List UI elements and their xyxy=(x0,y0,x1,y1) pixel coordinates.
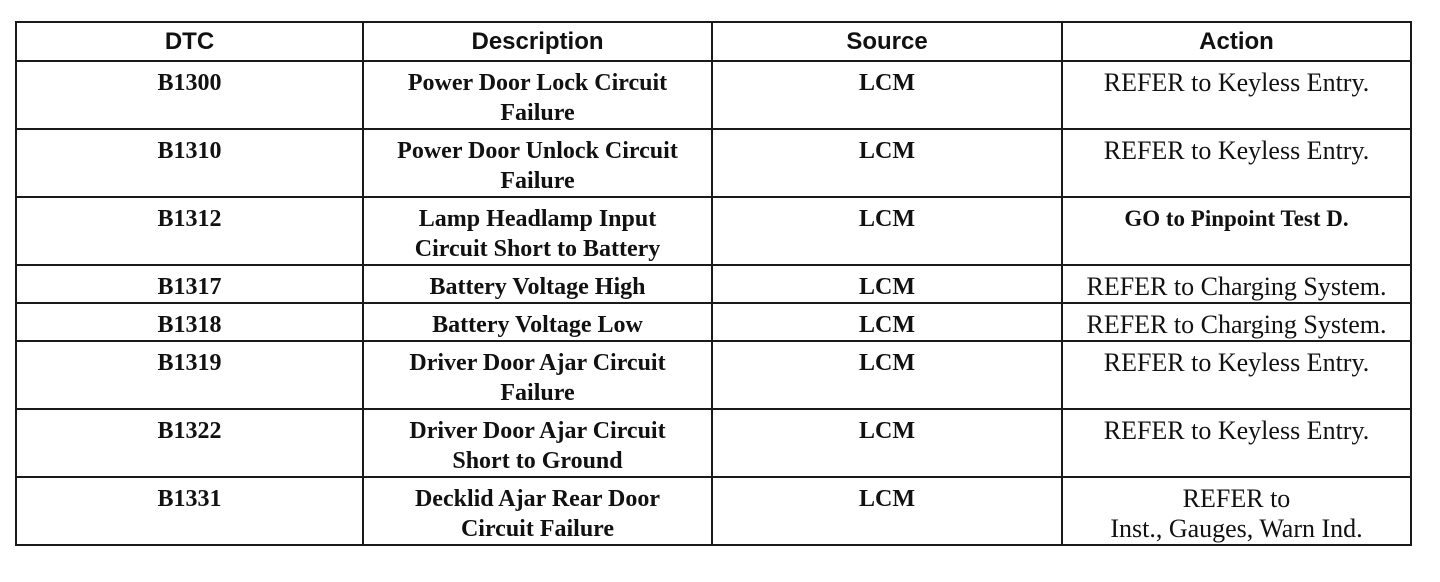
dtc-action: REFER to Keyless Entry. xyxy=(1062,341,1411,409)
dtc-action: REFER to Inst., Gauges, Warn Ind. xyxy=(1062,477,1411,545)
table-header xyxy=(16,22,1411,61)
table-row xyxy=(16,61,1411,129)
dtc-source: LCM xyxy=(712,197,1062,265)
dtc-description: Power Door Unlock Circuit Failure xyxy=(363,129,712,197)
dtc-description: Power Door Lock Circuit Failure xyxy=(363,61,712,129)
dtc-source: LCM xyxy=(712,265,1062,303)
dtc-action: REFER to Keyless Entry. xyxy=(1062,409,1411,477)
dtc-code: B1318 xyxy=(16,303,363,341)
dtc-description: Driver Door Ajar Circuit Short to Ground xyxy=(363,409,712,477)
table-row xyxy=(16,197,1411,265)
dtc-description: Battery Voltage High xyxy=(363,265,712,303)
header-source: Source xyxy=(712,22,1062,61)
header-description: Description xyxy=(363,22,712,61)
table-row xyxy=(16,129,1411,197)
dtc-code: B1317 xyxy=(16,265,363,303)
table-row xyxy=(16,477,1411,545)
dtc-source: LCM xyxy=(712,303,1062,341)
dtc-code: B1300 xyxy=(16,61,363,129)
dtc-source: LCM xyxy=(712,129,1062,197)
table-row xyxy=(16,409,1411,477)
dtc-table xyxy=(15,21,1412,546)
dtc-source: LCM xyxy=(712,477,1062,545)
dtc-description: Decklid Ajar Rear Door Circuit Failure xyxy=(363,477,712,545)
header-action: Action xyxy=(1062,22,1411,61)
dtc-code: B1331 xyxy=(16,477,363,545)
table-body xyxy=(16,61,1411,545)
dtc-code: B1310 xyxy=(16,129,363,197)
dtc-action: REFER to Keyless Entry. xyxy=(1062,129,1411,197)
table-row xyxy=(16,303,1411,341)
dtc-code: B1322 xyxy=(16,409,363,477)
dtc-description: Driver Door Ajar Circuit Failure xyxy=(363,341,712,409)
dtc-action: REFER to Charging System. xyxy=(1062,265,1411,303)
header-dtc: DTC xyxy=(16,22,363,61)
table-row xyxy=(16,265,1411,303)
dtc-source: LCM xyxy=(712,341,1062,409)
table-row xyxy=(16,341,1411,409)
dtc-action: GO to Pinpoint Test D. xyxy=(1062,197,1411,265)
dtc-description: Lamp Headlamp Input Circuit Short to Battery xyxy=(363,197,712,265)
dtc-action: REFER to Charging System. xyxy=(1062,303,1411,341)
dtc-source: LCM xyxy=(712,61,1062,129)
header-row xyxy=(16,22,1411,61)
dtc-source: LCM xyxy=(712,409,1062,477)
dtc-description: Battery Voltage Low xyxy=(363,303,712,341)
dtc-code: B1312 xyxy=(16,197,363,265)
dtc-action: REFER to Keyless Entry. xyxy=(1062,61,1411,129)
dtc-code: B1319 xyxy=(16,341,363,409)
